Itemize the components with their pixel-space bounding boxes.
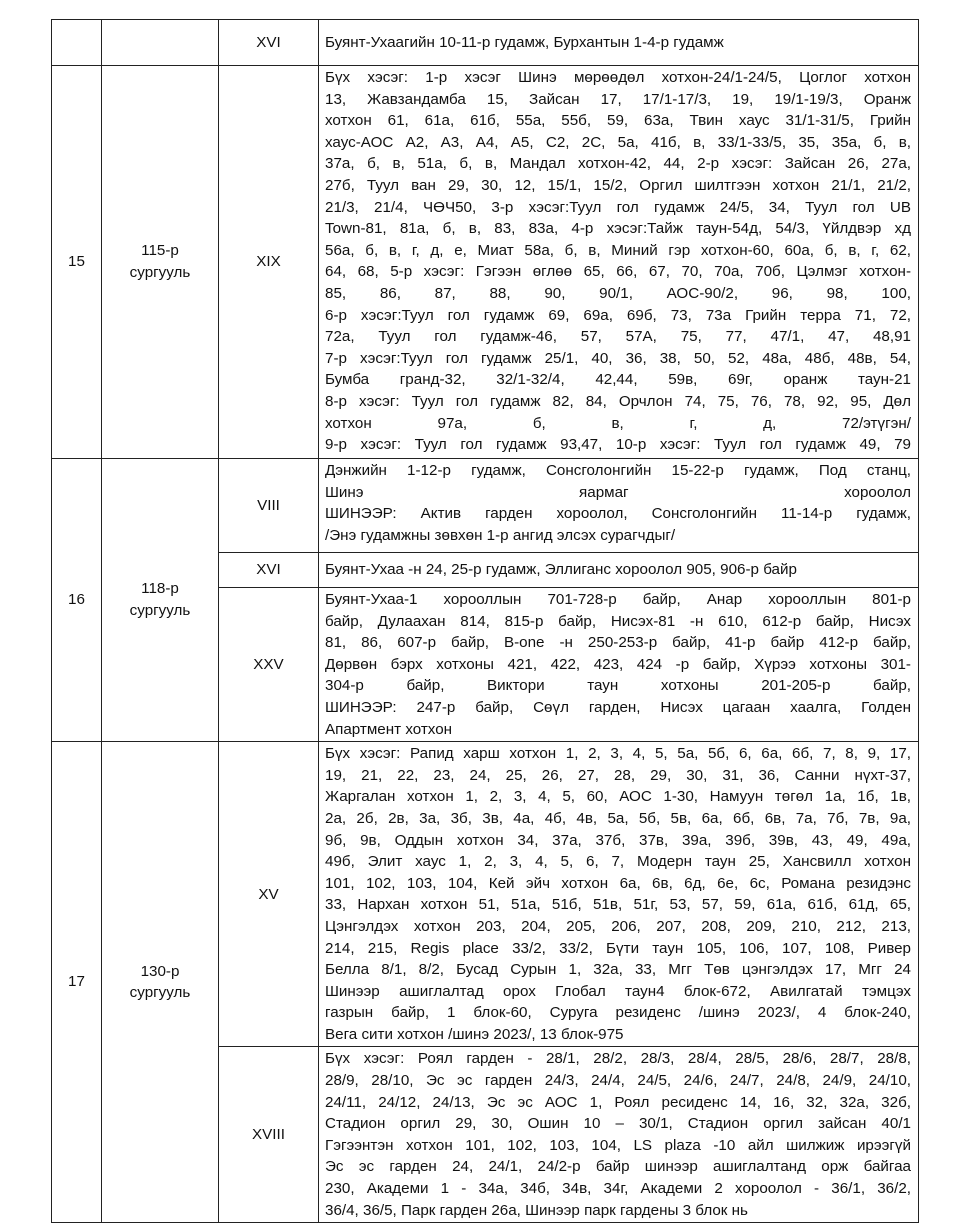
school-district-table: [51, 19, 919, 1223]
address-line: Town-81, 81а, б, в, 83, 83а, 4-р хэсэг:Тайж таун-54д, 54/3, Үйлдвэр хд: [325, 220, 911, 238]
address-line: 2а, 2б, 2в, 3а, 3б, 3в, 4а, 4б, 4в, 5а, 5б, 5в, 6а, 6б, 6в, 7а, 7б, 7в, 9а,: [325, 809, 911, 827]
address-line: Белла 8/1, 8/2, Бусад Сурын 1, 32а, 33, Мгг Төв цэнгэлдэх 17, Мгг 24: [325, 961, 911, 979]
address-line: 81, 86, 607-р байр, B-one -н 250-253-р байр, 41-р байр 412-р байр,: [325, 634, 911, 652]
school-name-line: 130-р: [140, 962, 180, 980]
address-line: байр, Дулаахан 814, 815-р байр, Нисэх-81 -н 610, 612-р байр, Нисэх: [325, 612, 911, 630]
address-line: Шинэ яармаг хороолол: [325, 483, 911, 501]
address-line: 85, 86, 87, 88, 90, 90/1, АОС-90/2, 96, 98, 100,: [325, 284, 911, 302]
table-row: [52, 20, 919, 66]
address-line: Стадион оргил 29, 30, Ошин 10 – 30/1, Стадион оргил зайсан 40/1: [325, 1115, 911, 1133]
school-name-line: сургууль: [129, 602, 191, 620]
row-number: 17: [68, 973, 85, 991]
address-list-cell: [319, 459, 919, 553]
address-line: 24/11, 24/12, 24/13, Эс эс АОС 1, Роял ресиденс 14, 16, 32, 32а, 32б,: [325, 1093, 911, 1111]
district-code: XV: [258, 885, 279, 903]
address-line: 64, 68, 5-р хэсэг: Гэгээн өглөө 65, 66, 67, 70, 70а, 70б, Цэлмэг хотхон-: [325, 263, 911, 281]
district-code: VIII: [257, 496, 280, 514]
address-line: Бүх хэсэг: 1-р хэсэг Шинэ мөрөөдөл хотхон-24/1-24/5, Цоглог хотхон: [325, 69, 911, 86]
address-list-cell: [319, 742, 919, 1047]
address-line: 21/3, 21/4, ЧӨЧ50, 3-р хэсэг:Туул гол гудамж 24/5, 34, Туул гол UB: [325, 198, 911, 216]
district-code-cell: [219, 1047, 319, 1223]
address-line: 6-р хэсэг:Туул гол гудамж 69, 69а, 69б, 73, 73а Грийн терра 71, 72,: [325, 306, 911, 324]
address-line: 28/9, 28/10, Эс эс гарден 24/3, 24/4, 24/5, 24/6, 24/7, 24/8, 24/9, 24/10,: [325, 1072, 911, 1090]
address-line: Дөрвөн бэрх хотхоны 421, 422, 423, 424 -р байр, Хүрээ хотхоны 301-: [325, 655, 911, 673]
address-list-cell: [319, 1047, 919, 1223]
address-line: Цэнгэлдэх хотхон 203, 204, 205, 206, 207, 208, 209, 210, 212, 213,: [325, 917, 911, 935]
address-line: Шинээр ашиглалтад орох Глобал таун4 блок-672, Авилгатай тэмцэх: [325, 982, 911, 1000]
table-row: [52, 459, 919, 553]
address-line: /Энэ гудамжны зөвхөн 1-р ангид элсэх сурагчдыг/: [325, 526, 676, 544]
table-row: [52, 66, 919, 459]
district-code-cell: [219, 588, 319, 742]
address-line: Буянт-Ухаагийн 10-11-р гудамж, Бурхантын 1-4-р гудамж: [325, 33, 724, 51]
address-line: 72а, Туул гол гудамж-46, 57, 57А, 75, 77, 47/1, 47, 48,91: [325, 328, 911, 346]
table-row: [52, 742, 919, 1047]
district-code: XVIII: [252, 1126, 285, 1144]
address-line: 27б, Туул ван 29, 30, 12, 15/1, 15/2, Оргил шилтгээн хотхон 21/1, 21/2,: [325, 176, 911, 194]
district-code-cell: [219, 66, 319, 459]
row-number-cell: [52, 20, 102, 66]
school-name-line: сургууль: [129, 984, 191, 1002]
address-line: Бүх хэсэг: Роял гарден - 28/1, 28/2, 28/3, 28/4, 28/5, 28/6, 28/7, 28/8,: [325, 1050, 911, 1068]
address-line: 304-р байр, Виктори таун хотхоны 201-205-р байр,: [325, 677, 911, 695]
address-list-cell: [319, 553, 919, 588]
address-line: 37а, б, в, 51а, б, в, Мандал хотхон-42, 44, 2-р хэсэг: Зайсан 26, 27а,: [325, 155, 911, 173]
address-line: 8-р хэсэг: Туул гол гудамж 82, 84, Орчлон 74, 75, 76, 78, 92, 95, Дөл: [325, 392, 911, 410]
address-line: 19, 21, 22, 23, 24, 25, 26, 27, 28, 29, 30, 31, 36, Санни нүхт-37,: [325, 766, 911, 784]
address-line: 49б, Элит хаус 1, 2, 3, 4, 5, 6, 7, Модерн таун 25, Хансвилл хотхон: [325, 853, 911, 871]
address-line: Бүх хэсэг: Рапид харш хотхон 1, 2, 3, 4, 5, 5а, 5б, 6, 6а, 6б, 7, 8, 9, 17,: [325, 745, 911, 763]
address-line: хаус-АОС А2, А3, А4, А5, С2, 2С, 5а, 41б, в, 33/1-33/5, 35, 35а, б, в,: [325, 133, 911, 151]
address-line: 214, 215, Regis place 33/2, 33/2, Бүти таун 105, 106, 107, 108, Ривер: [325, 939, 911, 957]
address-line: 13, Жавзандамба 15, Зайсан 17, 17/1-17/3, 19, 19/1-19/3, Оранж: [325, 90, 911, 108]
row-number-cell: [52, 66, 102, 459]
address-line: газрын байр, 1 блок-60, Суруга резиденс /шинэ 2023/, 4 блок-240,: [325, 1004, 911, 1022]
address-line: 36/4, 36/5, Парк гарден 26а, Шинээр парк гардены 3 блок нь: [325, 1201, 748, 1219]
row-number: 15: [68, 253, 85, 271]
district-code: XIX: [256, 253, 281, 271]
district-code: XXV: [253, 655, 284, 673]
address-line: Буянт-Ухаа-1 хорооллын 701-728-р байр, Анар хорооллын 801-р: [325, 591, 911, 608]
address-line: Буянт-Ухаа -н 24, 25-р гудамж, Эллиганс хороолол 905, 906-р байр: [325, 561, 797, 579]
address-line: хотхон 97а, б, в, г, д, 72/этүгэн/: [325, 414, 911, 432]
address-line: хотхон 61, 61а, 61б, 55а, 55б, 59, 63а, Твин хаус 31/1-31/5, Грийн: [325, 112, 911, 130]
address-line: 33, Нархан хотхон 51, 51а, 51б, 51в, 51г, 53, 57, 59, 61а, 61б, 61д, 65,: [325, 896, 911, 914]
address-line: 101, 102, 103, 104, Кей эйч хотхон 6а, 6в, 6д, 6е, 6с, Романа резидэнс: [325, 874, 911, 892]
address-list-cell: [319, 66, 919, 459]
address-line: Эс эс гарден 24, 24/1, 24/2-р байр шинээр ашиглалтанд орж байгаа: [325, 1158, 911, 1176]
address-line: 7-р хэсэг:Туул гол гудамж 25/1, 40, 36, 38, 50, 52, 48а, 48б, 48в, 54,: [325, 349, 911, 367]
address-line: ШИНЭЭР: Актив гарден хороолол, Сонсголонгийн 11-14-р гудамж,: [325, 505, 911, 523]
row-number-cell: [52, 459, 102, 742]
address-line: ШИНЭЭР: 247-р байр, Сөүл гарден, Нисэх цагаан хаалга, Голден: [325, 698, 911, 716]
address-line: Вега сити хотхон /шинэ 2023/, 13 блок-975: [325, 1025, 624, 1043]
district-code: XVI: [256, 561, 281, 579]
school-name-line: 118-р: [141, 580, 179, 598]
address-line: 9б, 9в, Оддын хотхон 34, 37а, 37б, 37в, 39а, 39б, 39в, 43, 49, 49а,: [325, 831, 911, 849]
school-cell: [102, 742, 219, 1223]
row-number: 16: [68, 591, 85, 609]
address-line: Жаргалан хотхон 1, 2, 3, 4, 5, 60, АОС 1-30, Намуун төгөл 1а, 1б, 1в,: [325, 788, 911, 806]
address-line: Бумба гранд-32, 32/1-32/4, 42,44, 59в, 69г, оранж таун-21: [325, 371, 911, 389]
school-name-line: сургууль: [129, 264, 191, 281]
school-name-line: 115-р: [141, 242, 179, 260]
address-line: Апартмент хотхон: [325, 720, 453, 738]
address-line: Гэгээнтэн хотхон 101, 102, 103, 104, LS plaza -10 айл шилжиж ирээгүй: [325, 1136, 911, 1154]
district-code-cell: [219, 20, 319, 66]
address-list-cell: [319, 20, 919, 66]
district-code: XVI: [256, 33, 281, 51]
district-code-cell: [219, 742, 319, 1047]
school-cell: [102, 66, 219, 459]
address-line: Дэнжийн 1-12-р гудамж, Сонсголонгийн 15-22-р гудамж, Под станц,: [325, 462, 911, 479]
address-line: 230, Академи 1 - 34а, 34б, 34в, 34г, Академи 2 хороолол - 36/1, 36/2,: [325, 1180, 911, 1198]
school-cell: [102, 20, 219, 66]
address-list-cell: [319, 588, 919, 742]
district-code-cell: [219, 459, 319, 553]
district-code-cell: [219, 553, 319, 588]
school-cell: [102, 459, 219, 742]
row-number-cell: [52, 742, 102, 1223]
address-line: 56а, б, в, г, д, е, Миат 58а, б, в, Миний гэр хотхон-60, 60а, б, в, г, 62,: [325, 241, 911, 259]
address-line: 9-р хэсэг: Туул гол гудамж 93,47, 10-р хэсэг: Туул гол гудамж 49, 79: [325, 436, 911, 454]
